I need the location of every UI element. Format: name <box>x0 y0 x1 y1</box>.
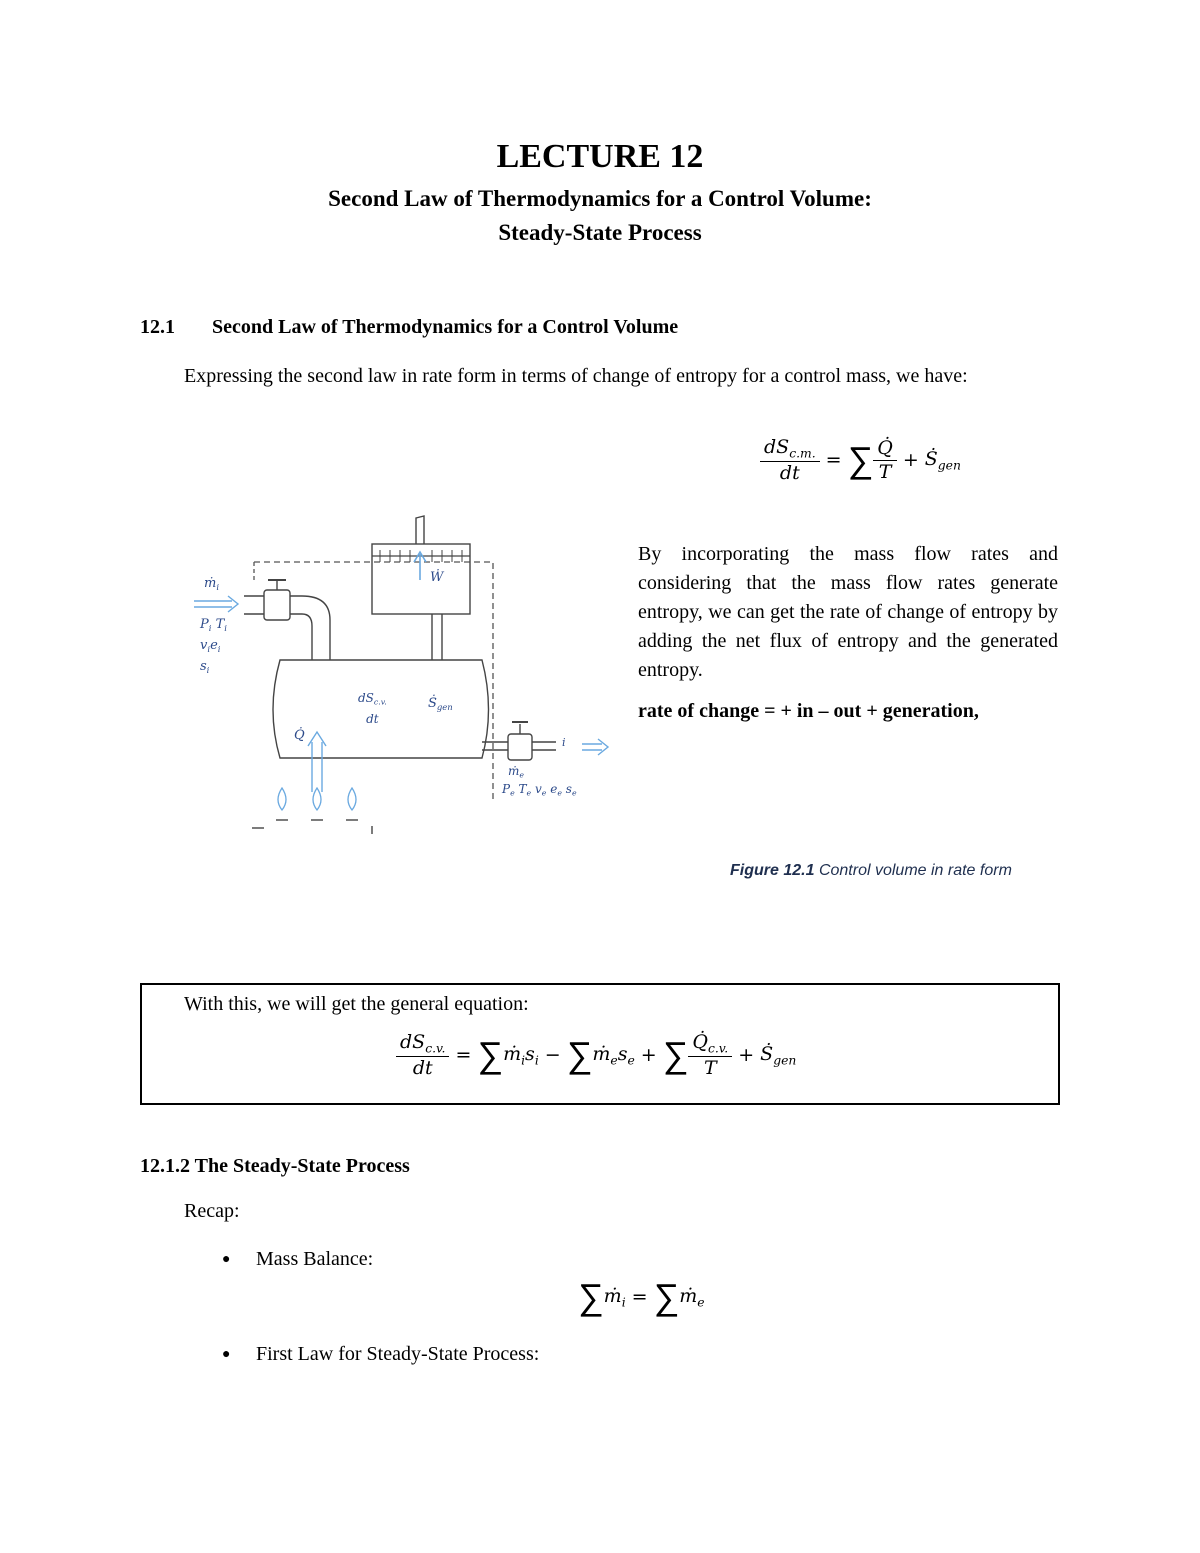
sigma-heat: ∑ <box>662 1035 689 1077</box>
equals-sign: = <box>825 449 842 472</box>
general-equals: = <box>455 1044 472 1067</box>
label-m-in: ṁ$_i$ <box>204 576 220 592</box>
bullet-icon: ● <box>222 1252 231 1267</box>
lhs-fraction <box>760 436 820 485</box>
figure-caption-text: Control volume in rate form <box>818 862 1012 879</box>
section-12-1-2-heading: 12.1.2 The Steady-State Process <box>140 1155 410 1177</box>
label-sgen: Ṡ$_{gen}$ <box>428 696 453 712</box>
plus-sign: + <box>902 449 919 472</box>
equation-control-mass <box>760 436 961 485</box>
sigma-exit: ∑ <box>566 1035 593 1077</box>
mass-balance-equation: ∑ ṁ$_i$ = ∑ ṁ$_e$ <box>578 1277 705 1318</box>
general-plus: + <box>640 1044 657 1067</box>
label-dscv: $dS_{c.v.}$ dt <box>358 691 387 726</box>
general-equation <box>396 1031 796 1080</box>
lhs-denominator: dt <box>779 462 800 485</box>
heat-denominator: T <box>878 460 892 483</box>
heat-fraction <box>873 437 897 484</box>
label-outlet-props: $P_e$ $T_e$ $v_e$ $e_e$ $s_e$ <box>502 782 577 798</box>
figure-caption-label: Figure 12.1 <box>730 862 815 879</box>
rate-statement: rate of change = + in – out + generation, <box>638 700 979 722</box>
sigma-inlet: ∑ <box>477 1035 504 1077</box>
subtitle-line-2: Steady-State Process <box>498 220 702 245</box>
label-exit-i: i <box>562 736 566 749</box>
subtitle-line-1: Second Law of Thermodynamics for a Control Volume: <box>328 186 872 211</box>
burner-flames <box>278 788 356 810</box>
sgen-sub: gen <box>937 458 961 473</box>
label-inlet-props: $P_i$ $T_i$ $v_ie_i$ $s_i$ <box>200 617 227 675</box>
inlet-valve <box>264 590 290 620</box>
exit-term: $ṁ_es_e$ <box>592 1043 635 1068</box>
label-heat: Q̇ <box>294 728 305 743</box>
sigma-symbol: ∑ <box>847 440 874 482</box>
bullet-first-law: First Law for Steady-State Process: <box>256 1343 540 1365</box>
bullet-mass-balance: Mass Balance: <box>256 1248 374 1270</box>
lhs-numerator: dS <box>764 436 790 458</box>
sgen-term <box>925 448 961 472</box>
general-heat-fraction: $\frac{Q̇_{c.v.}}{T}$ <box>688 1031 732 1080</box>
heat-numerator: Q̇ <box>873 437 897 461</box>
general-sgen: Ṡ$_{gen}$ <box>760 1043 797 1068</box>
sgen-symbol: Ṡ <box>924 448 938 471</box>
mass-equals: = <box>631 1286 648 1308</box>
sigma-mass-in: ∑ <box>578 1277 604 1318</box>
intro-paragraph: Expressing the second law in rate form in terms of change of entropy for a control mass, we have: <box>184 365 968 387</box>
recap-label: Recap: <box>184 1200 240 1222</box>
inlet-term: $ṁ_is_i$ <box>503 1043 539 1068</box>
incorporation-paragraph: By incorporating the mass flow rates and considering that the mass flow rates generate entropy, we can get the rate of change of entropy by adding the net flux of entropy and the generated entropy. <box>638 543 1058 681</box>
label-work: Ẇ <box>430 570 444 585</box>
general-plus-2: + <box>738 1044 755 1067</box>
figure-caption <box>730 862 1012 880</box>
section-heading: Second Law of Thermodynamics for a Control Volume <box>212 316 679 338</box>
outlet-valve <box>508 734 532 760</box>
bullet-icon: ● <box>222 1347 231 1362</box>
sigma-mass-out: ∑ <box>653 1277 680 1318</box>
section-number: 12.1 <box>140 316 175 338</box>
box-intro: With this, we will get the general equation: <box>184 993 529 1015</box>
control-volume-figure <box>190 510 610 840</box>
page-title: LECTURE 12 <box>496 138 704 175</box>
piston-rod <box>416 516 424 544</box>
general-lhs-fraction: $\frac{dS_{c.v.}}{dt}$ <box>396 1031 449 1080</box>
general-equation-box <box>140 983 1060 1105</box>
label-m-out: ṁ$_e$ <box>508 764 525 780</box>
lhs-numerator-sub: c.m. <box>789 446 816 461</box>
minus-sign: − <box>544 1044 561 1067</box>
